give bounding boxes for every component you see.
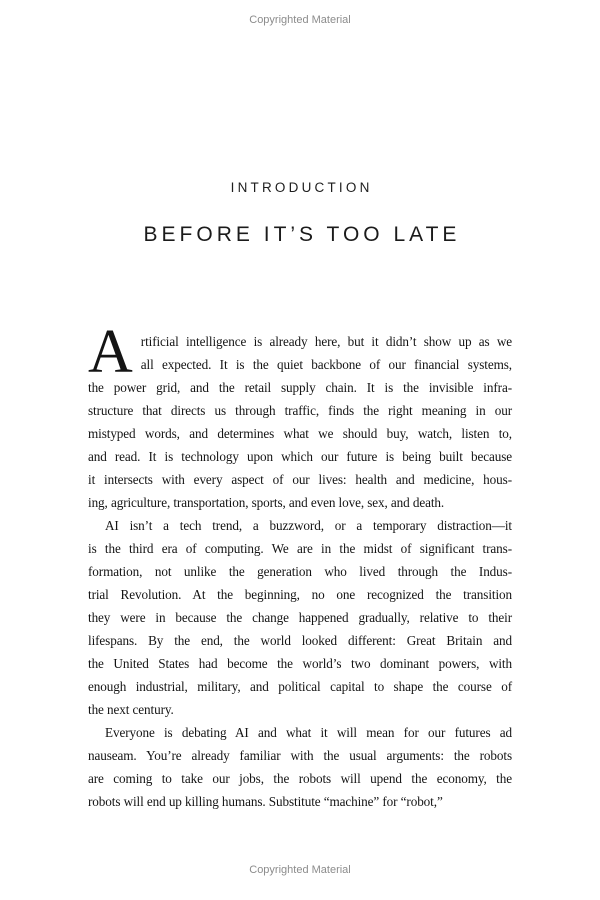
- text-line: are coming to take our jobs, the robots will upend the economy, the: [88, 771, 512, 786]
- text-line: structure that directs us through traffic, finds the right meaning in our: [88, 403, 512, 418]
- paragraph: [88, 514, 512, 721]
- text-line: the power grid, and the retail supply chain. It is the invisible infra-: [88, 380, 512, 395]
- chapter-kicker: INTRODUCTION: [230, 180, 373, 195]
- copyright-notice-top: Copyrighted Material: [249, 14, 351, 26]
- text-line: rtificial intelligence is already here, but it didn’t show up as we: [140, 334, 512, 349]
- text-line: they were in because the change happened gradually, relative to their: [88, 610, 512, 625]
- text-line: all expected. It is the quiet backbone of our financial systems,: [140, 357, 512, 372]
- text-line: ing, agriculture, transportation, sports, and even love, sex, and death.: [88, 495, 445, 510]
- text-line: nauseam. You’re already familiar with the usual arguments: the robots: [88, 748, 512, 763]
- text-line: robots will end up killing humans. Substitute “machine” for “robot,”: [88, 794, 443, 809]
- text-line: and read. It is technology upon which our future is being built because: [88, 449, 512, 464]
- text-line: Everyone is debating AI and what it will mean for our futures ad: [105, 725, 512, 740]
- paragraph: [88, 318, 512, 514]
- text-line: is the third era of computing. We are in the midst of significant trans-: [88, 541, 512, 556]
- paragraph: [88, 721, 512, 813]
- text-line: trial Revolution. At the beginning, no one recognized the transition: [88, 587, 512, 602]
- text-line: it intersects with every aspect of our lives: health and medicine, hous-: [88, 472, 512, 487]
- text-line: the next century.: [88, 702, 174, 717]
- text-line: the United States had become the world’s two dominant powers, with: [88, 656, 512, 671]
- text-line: enough industrial, military, and political capital to shape the course of: [88, 679, 512, 694]
- text-line: mistyped words, and determines what we should buy, watch, listen to,: [88, 426, 512, 441]
- chapter-title: BEFORE IT’S TOO LATE: [143, 223, 461, 246]
- copyright-notice-bottom: Copyrighted Material: [249, 864, 351, 876]
- text-line: AI isn’t a tech trend, a buzzword, or a temporary distraction—it: [105, 518, 512, 533]
- text-line: formation, not unlike the generation who lived through the Indus-: [88, 564, 512, 579]
- text-line: lifespans. By the end, the world looked different: Great Britain and: [88, 633, 512, 648]
- drop-cap: A: [88, 318, 133, 386]
- body-text: [88, 318, 512, 813]
